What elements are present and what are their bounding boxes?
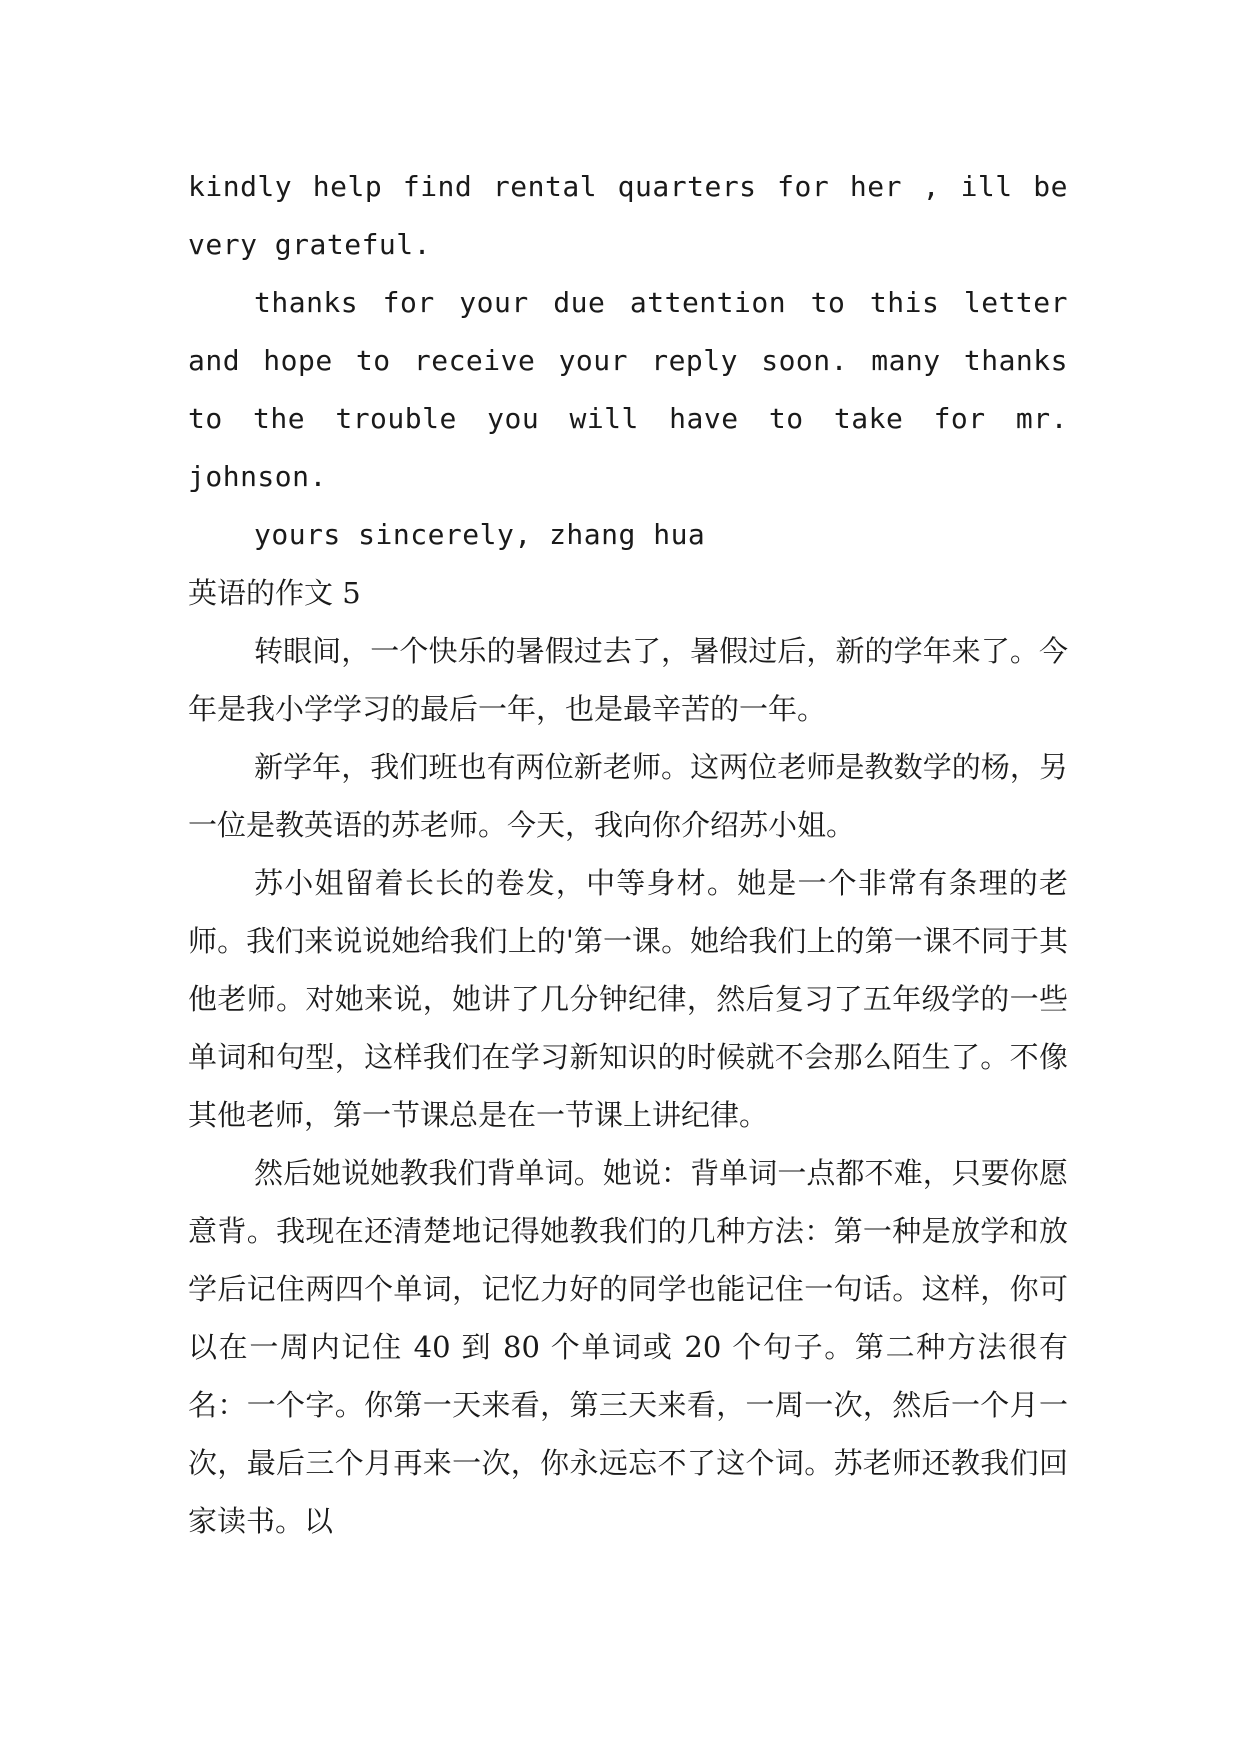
essay-paragraph-4: 然后她说她教我们背单词。她说：背单词一点都不难，只要你愿意背。我现在还清楚地记得她教我们的几种方法：第一种是放学和放学后记住两四个单词，记忆力好的同学也能记住一句话。这样，你可以在一周内记住 40 到 80 个单词或 20 个句子。第二种方法很有名：一个字。你第一天来看，第三天来看，一周一次，然后一个月一次，最后三个月再来一次，你永远忘不了这个词。苏老师还教我们回家读书。以 bbox=[188, 1156, 1068, 1538]
essay-paragraph-3: 苏小姐留着长长的卷发，中等身材。她是一个非常有条理的老师。我们来说说她给我们上的'第一课。她给我们上的第一课不同于其他老师。对她来说，她讲了几分钟纪律，然后复习了五年级学的一些单词和句型，这样我们在学习新知识的时候就不会那么陌生了。不像其他老师，第一节课总是在一节课上讲纪律。 bbox=[188, 866, 1068, 1132]
section-heading: 英语的作文 5 bbox=[188, 576, 361, 610]
letter-signature: yours sincerely, zhang hua bbox=[254, 518, 706, 551]
document-body bbox=[188, 158, 1068, 1550]
letter-paragraph-rental: kindly help find rental quarters for her , ill be very grateful. bbox=[188, 170, 1068, 261]
letter-paragraph-thanks: thanks for your due attention to this letter and hope to receive your reply soon. many thanks to the trouble you will have to take for mr. johnson. bbox=[188, 286, 1068, 493]
essay-paragraph-2: 新学年，我们班也有两位新老师。这两位老师是教数学的杨，另一位是教英语的苏老师。今天，我向你介绍苏小姐。 bbox=[188, 750, 1068, 842]
essay-paragraph-1: 转眼间，一个快乐的暑假过去了，暑假过后，新的学年来了。今年是我小学学习的最后一年，也是最辛苦的一年。 bbox=[188, 634, 1068, 726]
